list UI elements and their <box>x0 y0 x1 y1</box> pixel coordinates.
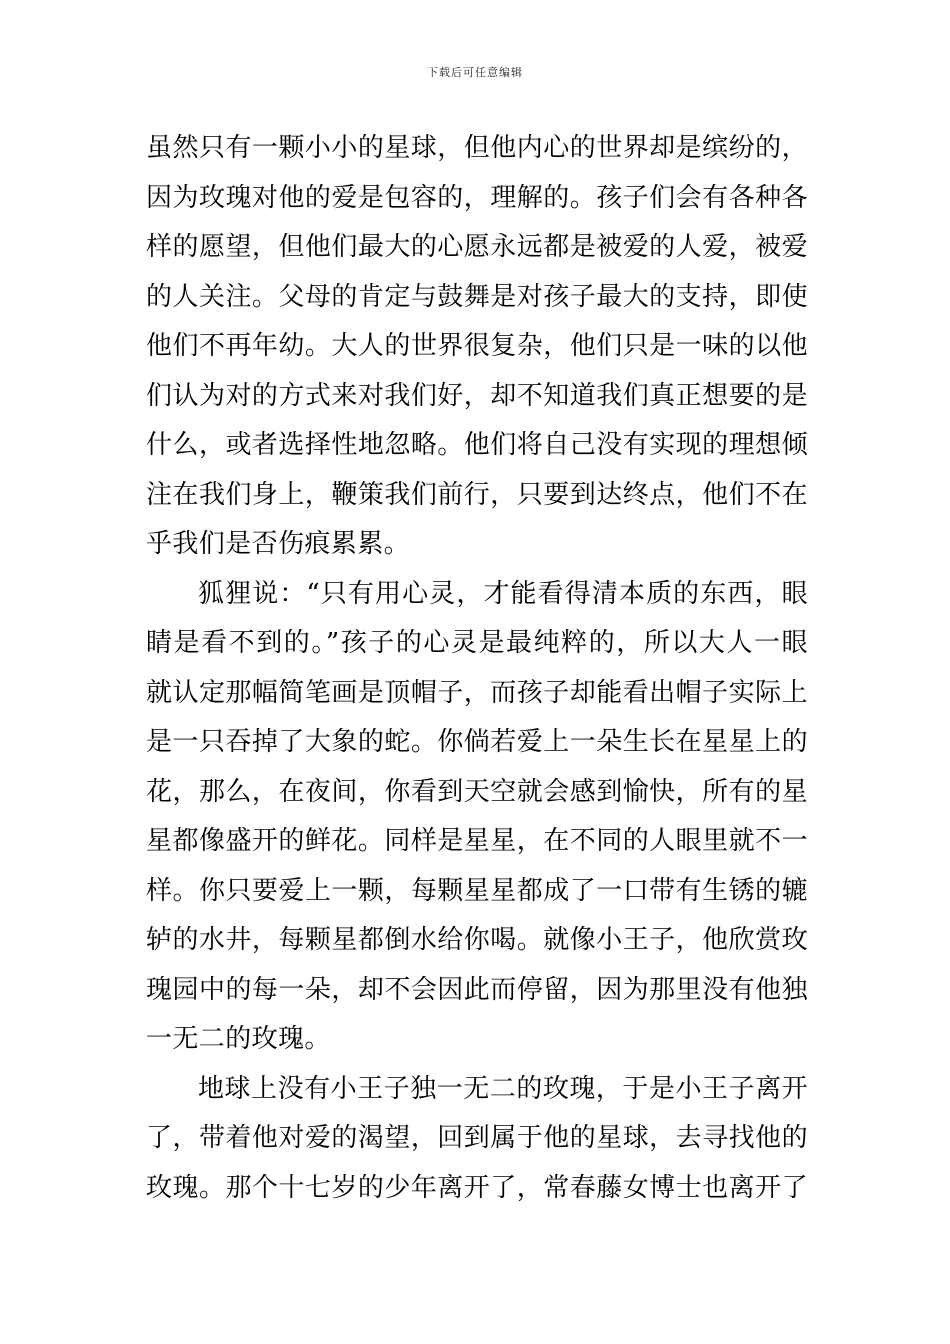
text-line: 星都像盛开的鲜花。同样是星星，在不同的人眼里就不一 <box>146 826 808 856</box>
text-line: 狐狸说：“只有用心灵，才能看得清本质的东西，眼 <box>198 578 808 609</box>
text-line: 花，那么，在夜间，你看到天空就会感到愉快，所有的星 <box>146 776 808 807</box>
text-line: 乎我们是否伤痕累累。 <box>146 529 411 559</box>
page-header: 下载后可任意编辑 <box>427 66 523 79</box>
text-line: 注在我们身上，鞭策我们前行，只要到达终点，他们不在 <box>146 479 808 510</box>
text-line: 是一只吞掉了大象的蛇。你倘若爱上一朵生长在星星上的 <box>146 727 808 757</box>
text-line: 玫瑰。那个十七岁的少年离开了，常春藤女博士也离开了 <box>146 1172 808 1203</box>
text-line: 就认定那幅简笔画是顶帽子，而孩子却能看出帽子实际上 <box>146 677 808 708</box>
text-line: 虽然只有一颗小小的星球，但他内心的世界却是缤纷的， <box>146 133 808 163</box>
text-line: 样。你只要爱上一颗，每颗星星都成了一口带有生锈的辘 <box>146 875 808 906</box>
text-line: 了，带着他对爱的渴望，回到属于他的星球，去寻找他的 <box>146 1123 808 1153</box>
text-line: 一无二的玫瑰。 <box>146 1024 331 1054</box>
text-line: 什么，或者选择性地忽略。他们将自己没有实现的理想倾 <box>146 430 808 460</box>
text-line: 因为玫瑰对他的爱是包容的，理解的。孩子们会有各种各 <box>146 182 808 213</box>
paragraph <box>146 570 808 1065</box>
text-line: 他们不再年幼。大人的世界很复杂，他们只是一味的以他 <box>146 331 808 361</box>
text-line: 瑰园中的每一朵，却不会因此而停留，因为那里没有他独 <box>146 974 808 1005</box>
text-line: 的人关注。父母的肯定与鼓舞是对孩子最大的支持，即使 <box>146 281 808 312</box>
text-line: 们认为对的方式来对我们好，却不知道我们真正想要的是 <box>146 380 808 411</box>
paragraph <box>146 1065 808 1214</box>
text-line: 样的愿望，但他们最大的心愿永远都是被爱的人爱，被爱 <box>146 232 808 262</box>
text-line: 轳的水井，每颗星都倒水给你喝。就像小王子，他欣赏玫 <box>146 925 808 955</box>
document-body <box>146 124 808 1213</box>
text-line: 地球上没有小王子独一无二的玫瑰，于是小王子离开 <box>198 1073 808 1104</box>
paragraph <box>146 124 808 570</box>
text-line: 睛是看不到的。”孩子的心灵是最纯粹的，所以大人一眼 <box>146 628 808 658</box>
